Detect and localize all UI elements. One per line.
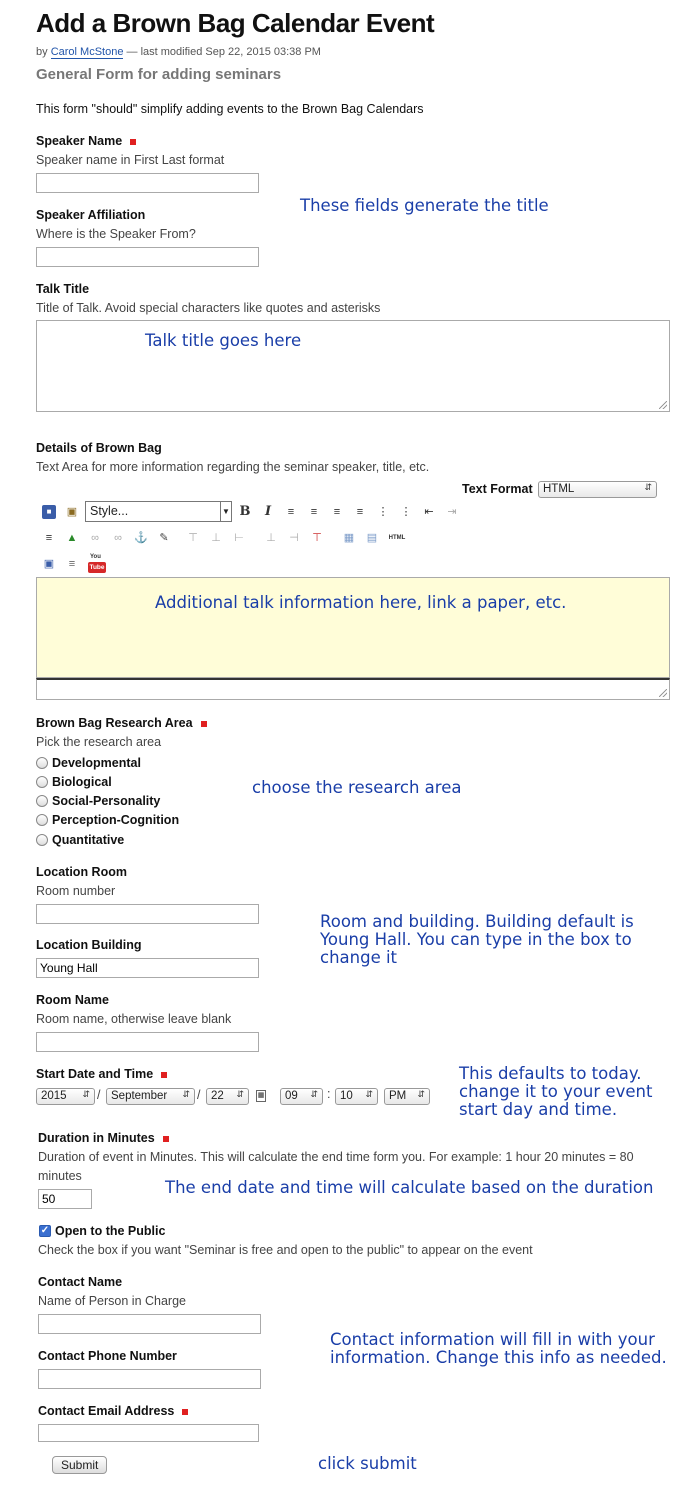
- table-delete-icon[interactable]: ⊤: [312, 532, 322, 544]
- start-minute-select[interactable]: 10 ⇵: [335, 1088, 378, 1105]
- table-insert-row-icon[interactable]: ⊤: [188, 532, 198, 544]
- annotation-research-area: choose the research area: [252, 778, 462, 797]
- italic-icon[interactable]: I: [264, 504, 272, 519]
- contact-name-label: Contact Name: [38, 1275, 123, 1289]
- location-building-label: Location Building: [36, 938, 142, 952]
- start-date-label: Start Date and Time: [36, 1067, 167, 1081]
- align-right-icon[interactable]: ≡: [333, 506, 341, 518]
- research-area-label: Brown Bag Research Area: [36, 716, 207, 730]
- paragraph-icon[interactable]: ≡: [68, 558, 76, 570]
- location-room-label: Location Room: [36, 865, 127, 879]
- unlink-icon[interactable]: ∞: [114, 532, 122, 544]
- save-icon[interactable]: ■: [42, 505, 56, 519]
- duration-input[interactable]: [38, 1189, 92, 1209]
- contact-email-input[interactable]: [38, 1424, 259, 1442]
- required-marker: [201, 721, 207, 727]
- calendar-icon[interactable]: ▦: [256, 1090, 266, 1102]
- indent-icon[interactable]: ⇥: [447, 506, 457, 518]
- fullscreen-icon[interactable]: ▣: [43, 558, 55, 570]
- required-marker: [130, 139, 136, 145]
- numbered-list-icon[interactable]: ⋮: [400, 506, 412, 518]
- talk-title-help: Title of Talk. Avoid special characters like quotes and asterisks: [36, 301, 381, 315]
- annotation-submit: click submit: [318, 1454, 417, 1473]
- resize-handle[interactable]: [659, 689, 667, 697]
- anchor-icon[interactable]: ⚓: [134, 532, 148, 544]
- start-hour-select[interactable]: 09 ⇵: [280, 1088, 323, 1105]
- page-title: Add a Brown Bag Calendar Event: [36, 8, 435, 38]
- talk-title-textarea[interactable]: [36, 320, 670, 412]
- radio-developmental[interactable]: [36, 757, 48, 769]
- submit-button[interactable]: Submit: [52, 1456, 107, 1474]
- table-icon[interactable]: ▦: [343, 532, 355, 544]
- duration-help-cont: minutes: [38, 1169, 82, 1183]
- definition-list-icon[interactable]: ≡: [45, 532, 53, 544]
- image-icon[interactable]: ▲: [66, 532, 78, 544]
- table-delete-row-icon[interactable]: ⊥: [211, 532, 221, 544]
- annotation-date: This defaults to today. change it to your event start day and time.: [459, 1064, 653, 1119]
- required-marker: [163, 1136, 169, 1142]
- resize-handle[interactable]: [659, 401, 667, 409]
- text-format-select[interactable]: HTML ⇵: [538, 481, 657, 498]
- radio-label-perception-cognition: Perception-Cognition: [52, 813, 180, 827]
- details-help: Text Area for more information regarding the seminar speaker, title, etc.: [36, 460, 430, 474]
- table-insert-col-icon[interactable]: ⊥: [266, 532, 276, 544]
- radio-label-social-personality: Social-Personality: [52, 794, 161, 808]
- radio-social-personality[interactable]: [36, 795, 48, 807]
- annotation-additional-info: Additional talk information here, link a paper, etc.: [155, 593, 567, 612]
- speaker-affiliation-help: Where is the Speaker From?: [36, 227, 196, 241]
- speaker-affiliation-input[interactable]: [36, 247, 259, 267]
- start-month-select[interactable]: September ⇵: [106, 1088, 195, 1105]
- open-public-label: Open to the Public: [55, 1224, 166, 1238]
- radio-label-developmental: Developmental: [52, 756, 141, 770]
- talk-title-label: Talk Title: [36, 282, 90, 296]
- start-year-select[interactable]: 2015 ⇵: [36, 1088, 95, 1105]
- start-day-select[interactable]: 22 ⇵: [206, 1088, 249, 1105]
- contact-phone-input[interactable]: [38, 1369, 261, 1389]
- contact-name-help: Name of Person in Charge: [38, 1294, 186, 1308]
- radio-label-quantitative: Quantitative: [52, 833, 125, 847]
- contact-email-label: Contact Email Address: [38, 1404, 188, 1418]
- style-dropdown[interactable]: Style... ▼: [85, 501, 232, 522]
- speaker-affiliation-label: Speaker Affiliation: [36, 208, 146, 222]
- required-marker: [161, 1072, 167, 1078]
- radio-quantitative[interactable]: [36, 834, 48, 846]
- radio-perception-cognition[interactable]: [36, 814, 48, 826]
- open-public-help: Check the box if you want "Seminar is free and open to the public" to appear on the event: [38, 1243, 533, 1257]
- speaker-name-help: Speaker name in First Last format: [36, 153, 225, 167]
- speaker-name-input[interactable]: [36, 173, 259, 193]
- room-name-help: Room name, otherwise leave blank: [36, 1012, 232, 1026]
- align-left-icon[interactable]: ≡: [287, 506, 295, 518]
- start-ampm-select[interactable]: PM ⇵: [384, 1088, 430, 1105]
- annotation-title-fields: These fields generate the title: [300, 196, 549, 215]
- byline: by Carol McStone — last modified Sep 22, 2015 03:38 PM: [36, 46, 321, 58]
- table-delete-col-icon[interactable]: ⊣: [289, 532, 299, 544]
- bullet-list-icon[interactable]: ⋮: [377, 506, 389, 518]
- bold-icon[interactable]: B: [239, 504, 251, 519]
- page-subtitle: General Form for adding seminars: [36, 66, 282, 83]
- required-marker: [182, 1409, 188, 1415]
- radio-biological[interactable]: [36, 776, 48, 788]
- room-name-input[interactable]: [36, 1032, 259, 1052]
- intro-text: This form "should" simplify adding events to the Brown Bag Calendars: [36, 102, 424, 116]
- contact-name-input[interactable]: [38, 1314, 261, 1334]
- annotation-duration: The end date and time will calculate based on the duration: [165, 1178, 654, 1197]
- table-merge-icon[interactable]: ⊢: [234, 532, 244, 544]
- annotation-contact: Contact information will fill in with your information. Change this info as needed.: [330, 1330, 667, 1367]
- contact-phone-label: Contact Phone Number: [38, 1349, 177, 1363]
- edit-html-icon[interactable]: ✎: [159, 532, 169, 544]
- annotation-talk-title: Talk title goes here: [145, 331, 302, 350]
- location-room-help: Room number: [36, 884, 116, 898]
- open-public-checkbox[interactable]: ✓: [40, 1225, 50, 1236]
- html-source-icon[interactable]: HTML: [388, 535, 406, 541]
- link-icon[interactable]: ∞: [91, 532, 99, 544]
- youtube-icon[interactable]: You Tube: [89, 554, 105, 571]
- author-link[interactable]: Carol McStone: [50, 46, 124, 58]
- duration-help: Duration of event in Minutes. This will calculate the end time form you. For example: 1 hour 20 minutes = 80: [38, 1150, 634, 1164]
- chevron-down-icon: ▼: [220, 502, 231, 521]
- location-room-input[interactable]: [36, 904, 259, 924]
- speaker-name-label: Speaker Name: [36, 134, 136, 148]
- outdent-icon[interactable]: ⇤: [424, 506, 434, 518]
- table-properties-icon[interactable]: ▤: [366, 532, 378, 544]
- research-area-help: Pick the research area: [36, 735, 162, 749]
- room-name-label: Room Name: [36, 993, 109, 1007]
- details-label: Details of Brown Bag: [36, 441, 162, 455]
- radio-label-biological: Biological: [52, 775, 112, 789]
- annotation-room-building: Room and building. Building default is Young Hall. You can type in the box to change it: [320, 912, 634, 967]
- text-format-label: Text Format: [462, 482, 533, 496]
- align-center-icon[interactable]: ≡: [310, 506, 318, 518]
- editor-status-bar: [36, 678, 670, 700]
- duration-label: Duration in Minutes: [38, 1131, 169, 1145]
- location-building-input[interactable]: [36, 958, 259, 978]
- paste-word-icon[interactable]: ▣: [66, 506, 78, 518]
- align-justify-icon[interactable]: ≡: [356, 506, 364, 518]
